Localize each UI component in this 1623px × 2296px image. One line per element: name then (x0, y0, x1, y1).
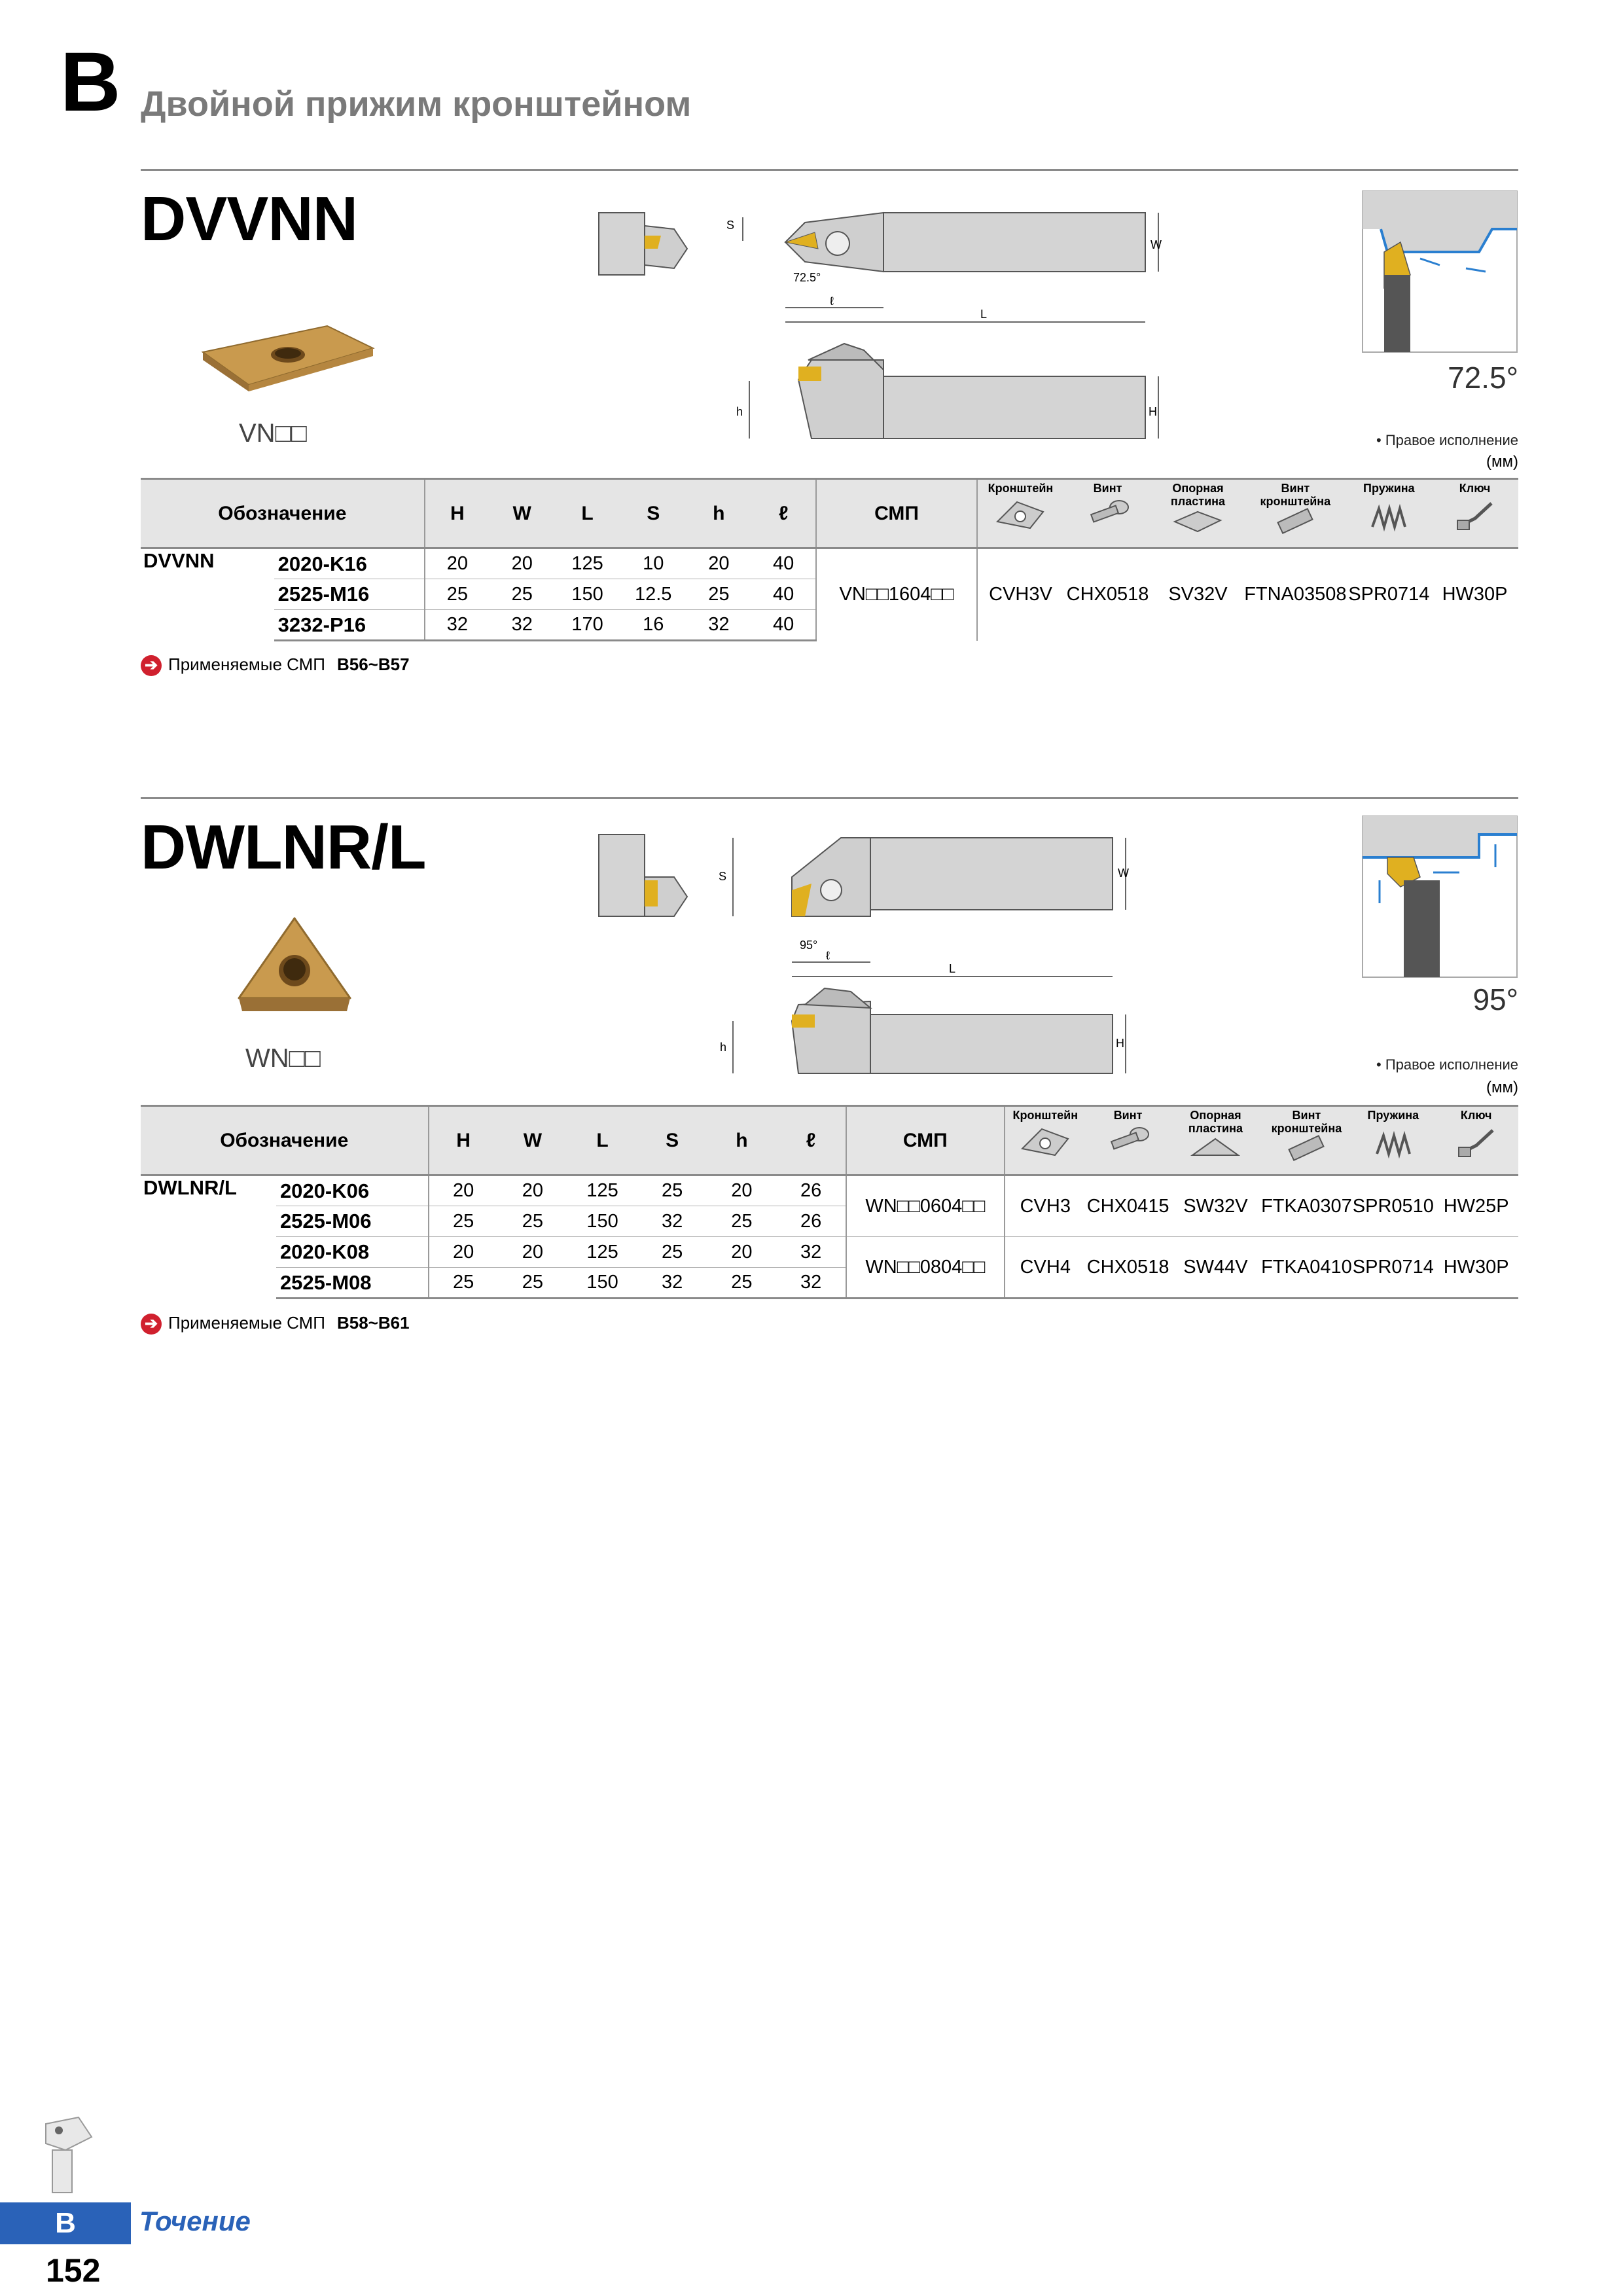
dim-h-small-label: h (736, 405, 743, 418)
table-row: 2525-M08 25 25 150 32 25 32 (141, 1268, 1518, 1299)
spring-icon (1359, 495, 1418, 535)
clamp-screw-icon (1266, 509, 1325, 535)
dvvnn-spec-table (141, 478, 1518, 641)
tool-dimension-drawing (589, 831, 1191, 1093)
wn-insert-image (232, 913, 357, 1024)
col-designation: Обозначение (141, 479, 425, 548)
section-divider (141, 797, 1518, 799)
insert-cell: WN□□0604□□ (846, 1175, 1005, 1237)
approach-angle-value: 95° (1472, 982, 1518, 1016)
tool-dimension-drawing (589, 209, 1162, 458)
col-H: H (429, 1106, 498, 1175)
table-row: DVVNN 2020-K16 20 20 125 10 20 40 VN□□1604□□ CVH3V CHX0518 SV32V FTNA03508 SPR0714 HW30P (141, 548, 1518, 579)
insert-cell: VN□□1604□□ (816, 548, 976, 641)
col-l: ℓ (751, 479, 816, 548)
series-cell: DVVNN (141, 548, 274, 641)
col-key: Ключ (1431, 479, 1518, 548)
code-cell: 2020-K16 (274, 548, 425, 579)
dim-w-label: W (1118, 867, 1129, 880)
vn-insert-image (196, 321, 380, 393)
col-h: h (707, 1106, 776, 1175)
col-l: ℓ (777, 1106, 846, 1175)
clamp-icon (991, 495, 1050, 535)
col-clamp-screw: Винт кронштейна (1260, 1106, 1352, 1175)
table-row: 2525-M16 25 25 150 12.5 25 40 (141, 579, 1518, 610)
col-spring: Пружина (1347, 479, 1432, 548)
dim-l-small-label: ℓ (830, 295, 834, 308)
table-row: 3232-P16 32 32 170 16 32 40 (141, 610, 1518, 641)
insert-code-label: VN□□ (239, 419, 307, 448)
dim-l-small-label: ℓ (826, 949, 830, 962)
shim-icon (1168, 509, 1227, 535)
dim-w-label: W (1150, 238, 1162, 251)
col-clamp: Кронштейн (977, 479, 1064, 548)
col-key: Ключ (1434, 1106, 1518, 1175)
clamp-icon (1016, 1122, 1075, 1162)
dwlnr-spec-table (141, 1105, 1518, 1299)
key-icon (1446, 495, 1505, 535)
table-row: 2525-M06 25 25 150 32 25 26 (141, 1206, 1518, 1237)
col-S: S (620, 479, 687, 548)
spring-icon (1364, 1122, 1423, 1162)
dim-s-label: S (719, 870, 727, 883)
dim-angle-label: 95° (800, 939, 818, 952)
col-shim: Опорная пластина (1170, 1106, 1260, 1175)
col-H: H (425, 479, 490, 548)
col-clamp-screw: Винт кронштейна (1244, 479, 1346, 548)
col-L: L (554, 479, 620, 548)
unit-label: (мм) (1486, 1079, 1518, 1096)
turning-tool-icon (39, 2111, 111, 2196)
col-screw: Винт (1086, 1106, 1171, 1175)
col-designation: Обозначение (141, 1106, 429, 1175)
chapter-name: Точение (139, 2206, 251, 2236)
col-h: h (687, 479, 751, 548)
key-icon (1447, 1122, 1506, 1162)
col-clamp: Кронштейн (1005, 1106, 1086, 1175)
tool-series-title: DWLNR/L (141, 812, 426, 882)
chapter-tab[interactable]: B (0, 2202, 131, 2244)
col-shim: Опорная пластина (1152, 479, 1244, 548)
col-insert: СМП (816, 479, 976, 548)
dim-h-label: H (1149, 405, 1157, 418)
clamp-screw-icon (1277, 1136, 1336, 1162)
unit-label: (мм) (1486, 453, 1518, 471)
dim-l-label: L (980, 308, 988, 321)
shim-icon (1186, 1136, 1245, 1162)
dim-h-small-label: h (720, 1041, 727, 1054)
col-L: L (567, 1106, 637, 1175)
approach-angle-diagram (1361, 815, 1518, 978)
arrow-circle-icon: ➔ (141, 1314, 162, 1335)
dim-angle-label: 72.5° (793, 271, 821, 284)
table-row: DWLNR/L 2020-K06 20 20 125 25 20 26 WN□□0604□□ CVH3 CHX0415 SW32V FTKA0307 SPR0510 HW25P (141, 1175, 1518, 1206)
insert-code-label: WN□□ (245, 1044, 321, 1073)
col-W: W (498, 1106, 567, 1175)
table-row: 2020-K08 20 20 125 25 20 32 WN□□0804□□ CVH4 CHX0518 SW44V FTKA0410 SPR0714 HW30P (141, 1237, 1518, 1268)
screw-icon (1099, 1122, 1158, 1162)
tool-series-title: DVVNN (141, 184, 358, 254)
arrow-circle-icon: ➔ (141, 655, 162, 676)
page-title: Двойной прижим кронштейном (141, 84, 692, 124)
col-screw: Винт (1063, 479, 1151, 548)
dim-h-label: H (1116, 1037, 1124, 1050)
col-insert: СМП (846, 1106, 1005, 1175)
dim-l-label: L (949, 962, 956, 975)
applicable-inserts-ref[interactable]: ➔ Применяемые СМП B56~B57 (141, 655, 410, 676)
hand-note: • Правое исполнение (1376, 1056, 1518, 1073)
hand-note: • Правое исполнение (1376, 432, 1518, 448)
page-number: 152 (46, 2252, 101, 2289)
dim-s-label: S (726, 219, 735, 232)
col-W: W (490, 479, 554, 548)
approach-angle-diagram (1361, 190, 1518, 353)
section-divider (141, 169, 1518, 171)
approach-angle-value: 72.5° (1448, 361, 1518, 395)
section-letter: B (60, 35, 121, 129)
col-S: S (637, 1106, 707, 1175)
col-spring: Пружина (1352, 1106, 1434, 1175)
screw-icon (1079, 495, 1137, 535)
insert-cell: WN□□0804□□ (846, 1237, 1005, 1299)
series-cell: DWLNR/L (141, 1175, 276, 1299)
applicable-inserts-ref[interactable]: ➔ Применяемые СМП B58~B61 (141, 1313, 410, 1335)
